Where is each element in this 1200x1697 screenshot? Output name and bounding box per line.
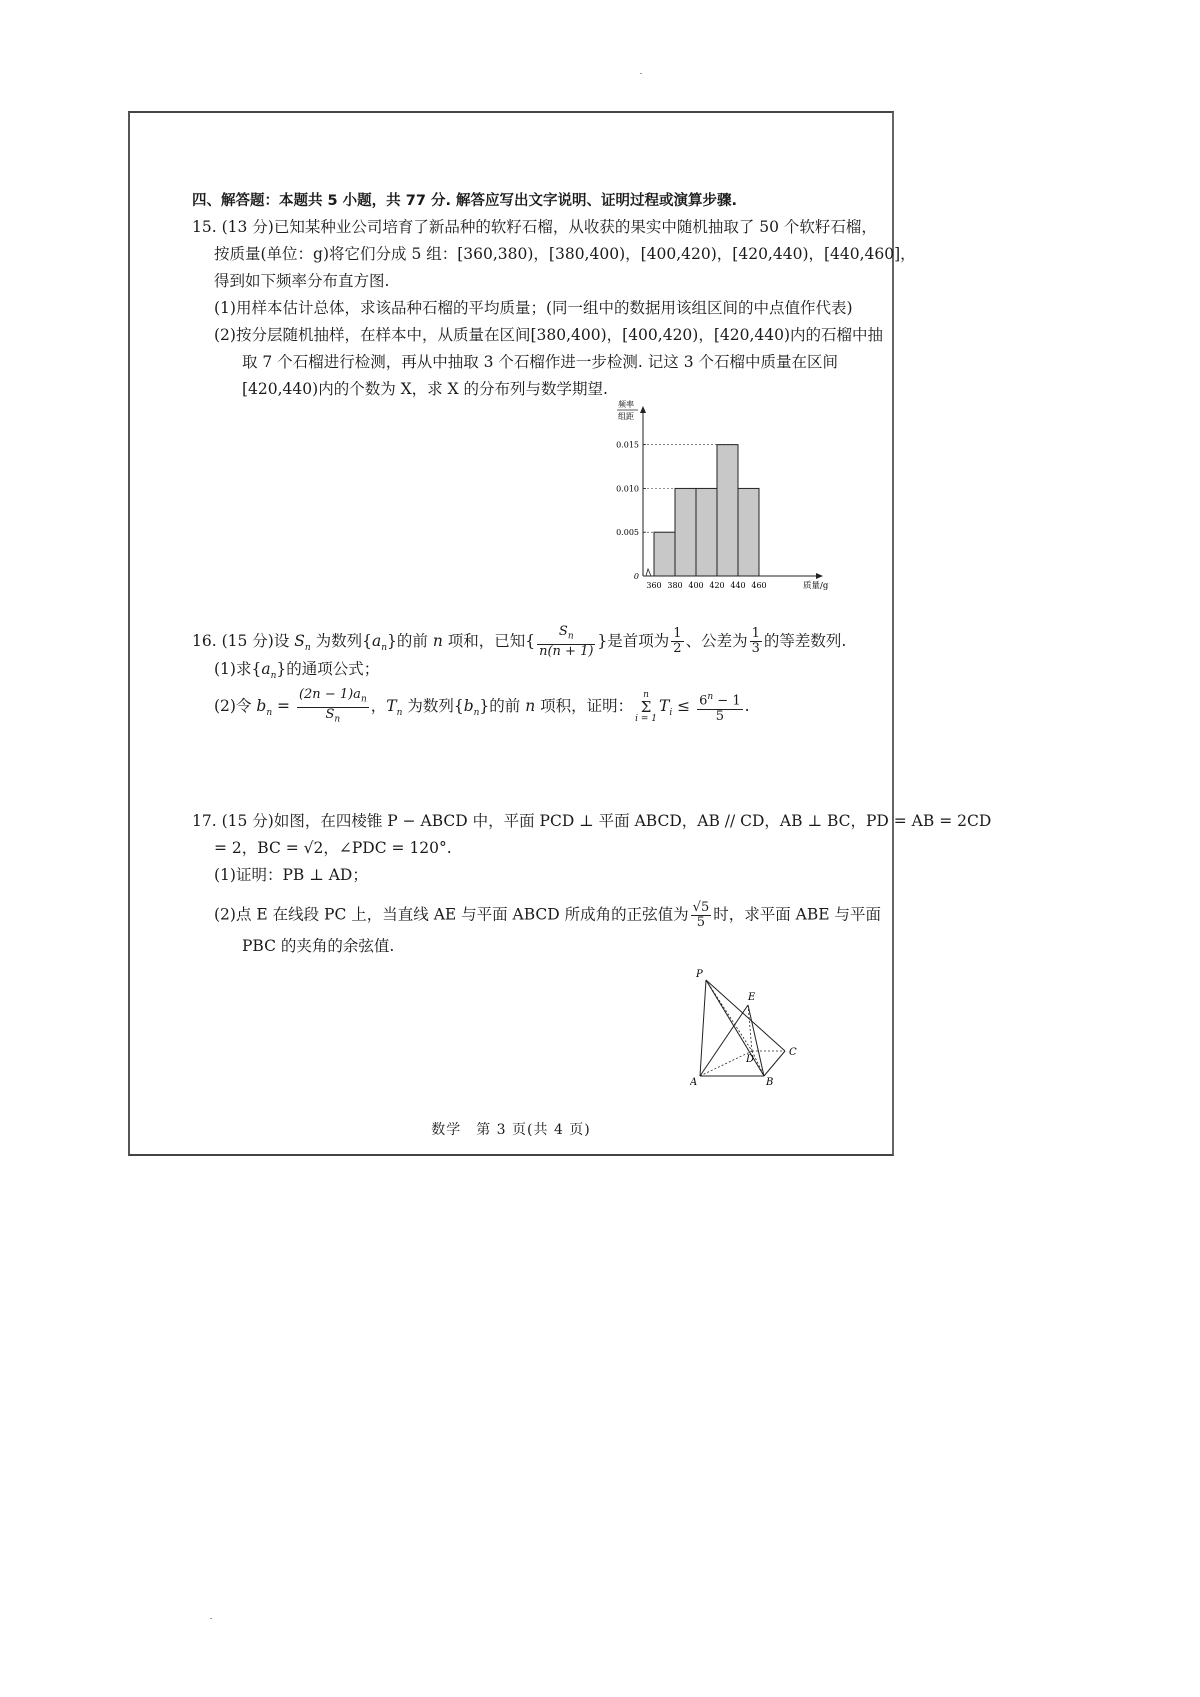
q16-T: T xyxy=(386,697,397,716)
frac-den: 5 xyxy=(715,708,724,724)
axis-break-mark xyxy=(646,569,651,576)
segment-AE xyxy=(700,1005,748,1076)
frac-den-sub: n xyxy=(334,714,341,725)
histogram-bar xyxy=(696,488,717,576)
q16-text: 项和，已知{ xyxy=(442,631,536,650)
q16-text: }的前 xyxy=(387,631,433,650)
q16-text: 为数列{ xyxy=(310,631,372,650)
x-tick-label: 360 xyxy=(646,581,662,590)
q15-line2: 按质量(单位：g)将它们分成 5 组：[360,380)，[380,400)，[400,420)，[420,440)，[440,460]， xyxy=(214,245,916,263)
exam-page xyxy=(128,111,992,1156)
frac-den: 2 xyxy=(673,641,682,657)
x-tick-label: 460 xyxy=(751,581,767,590)
frac-num-rest: − 1 xyxy=(713,693,741,709)
q16-frac-half xyxy=(671,627,683,656)
x-tick-label: 400 xyxy=(688,581,704,590)
q16-text: . xyxy=(744,697,750,716)
q16-Ti: T xyxy=(659,697,670,716)
q17-line1: 17. (15 分)如图，在四棱锥 P − ABCD 中，平面 PCD ⊥ 平面 ABCD，AB // CD，AB ⊥ BC，PD = AB = 2CD xyxy=(192,812,992,830)
q16-text: = xyxy=(272,697,295,716)
y-label-bottom: 组距 xyxy=(618,412,634,421)
sum-bottom: i = 1 xyxy=(635,713,658,724)
q16-part1 xyxy=(214,658,379,687)
q16-text: 16. (15 分)设 xyxy=(192,631,295,650)
q16-text: (2)令 xyxy=(214,697,257,716)
q16-text: }是首项为 xyxy=(597,631,670,650)
q16-text: ， xyxy=(370,697,387,716)
q16-n: n xyxy=(432,631,443,650)
q16-frac-bn xyxy=(297,688,369,726)
x-tick-label: 440 xyxy=(730,581,746,590)
frac-num-sup: n xyxy=(707,692,714,703)
q16-text: }的通项公式； xyxy=(276,660,380,678)
edge-AD-hidden xyxy=(700,1051,755,1076)
y-tick-label: 0.005 xyxy=(616,528,639,538)
q16-n: n xyxy=(525,697,536,716)
q16-text: (1)求{ xyxy=(214,660,262,678)
q16-sub-n: n xyxy=(304,642,311,653)
histogram-bar xyxy=(675,488,696,576)
frac-den: n(n + 1) xyxy=(539,643,594,659)
label-P: P xyxy=(696,969,703,980)
frac-num-sub: n xyxy=(360,694,367,705)
frequency-histogram xyxy=(610,396,850,600)
edge-BC xyxy=(764,1051,785,1076)
q16-sub-i: i xyxy=(669,708,673,719)
q17-text: 时，求平面 ABE 与平面 xyxy=(713,905,881,924)
label-E: E xyxy=(748,992,756,1003)
frac-num-6: 6 xyxy=(699,693,708,709)
q15-part2-line1: (2)按分层随机抽样，在样本中，从质量在区间[380,400)，[400,420)，[420,440)内的石榴中抽 xyxy=(214,326,884,344)
x-tick-label: 380 xyxy=(667,581,683,590)
q15-line1: 15. (13 分)已知某种业公司培育了新品种的软籽石榴，从收获的果实中随机抽取了 50 个软籽石榴， xyxy=(192,218,877,236)
label-C: C xyxy=(789,1047,797,1058)
histogram-bar xyxy=(738,488,759,576)
x-axis-arrow xyxy=(816,573,823,579)
frac-den: 3 xyxy=(751,641,760,657)
y-label-top: 频率 xyxy=(618,400,634,409)
q16-text: 的等差数列. xyxy=(763,631,847,650)
q16-line1 xyxy=(192,625,846,659)
frac-num: 1 xyxy=(673,626,682,642)
section-title: 四、解答题：本题共 5 小题，共 77 分. 解答应写出文字说明、证明过程或演算步骤. xyxy=(192,193,738,209)
x-tick-label: 420 xyxy=(709,581,725,590)
x-axis-label: 质量/g xyxy=(803,581,829,591)
histogram-bar xyxy=(717,445,738,576)
sum-top: n xyxy=(643,689,649,700)
q16-text: }的前 xyxy=(479,697,526,716)
frac-num: √5 xyxy=(692,900,710,915)
y-tick-label: 0 xyxy=(633,572,639,581)
q16-a: a xyxy=(371,631,382,650)
pyramid-diagram xyxy=(690,963,840,1088)
q16-a: a xyxy=(261,660,271,678)
frac-den: 5 xyxy=(696,915,706,930)
label-B: B xyxy=(766,1077,774,1088)
q17-part2 xyxy=(214,901,881,930)
label-D: D xyxy=(746,1054,755,1065)
scan-speck xyxy=(210,1618,212,1619)
q16-sub-n: n xyxy=(270,671,277,682)
y-tick-label: 0.015 xyxy=(616,440,639,450)
frac-num-sub: n xyxy=(567,631,574,642)
frac-num: (2n − 1)a xyxy=(298,687,361,702)
q17-line2: = 2，BC = √2，∠PDC = 120°. xyxy=(214,839,452,857)
q15-part2-line3: [420,440)内的个数为 X，求 X 的分布列与数学期望. xyxy=(242,380,608,398)
q15-part2-line2: 取 7 个石榴进行检测，再从中抽取 3 个石榴作进一步检测. 记这 3 个石榴中质量在区间 xyxy=(242,353,839,371)
q16-frac-third xyxy=(750,627,762,656)
edge-PA xyxy=(700,980,706,1076)
frac-num: 1 xyxy=(751,626,760,642)
histogram-bar xyxy=(654,532,675,576)
q16-sub-n: n xyxy=(381,642,388,653)
q15-line3: 得到如下频率分布直方图. xyxy=(214,272,390,290)
q16-sub-n: n xyxy=(473,708,480,719)
q15-part1: (1)用样本估计总体，求该品种石榴的平均质量；(同一组中的数据用该组区间的中点值作代表) xyxy=(214,299,853,317)
q16-S: S xyxy=(294,631,305,650)
label-A: A xyxy=(690,1077,698,1088)
q17-frac xyxy=(691,901,712,930)
q16-text: 项积，证明： xyxy=(535,697,634,716)
q16-sub-n: n xyxy=(396,708,403,719)
y-tick-label: 0.010 xyxy=(616,484,639,494)
q16-text: 、公差为 xyxy=(685,631,748,650)
q17-part2-line2: PBC 的夹角的余弦值. xyxy=(242,937,395,955)
q16-sub-n: n xyxy=(266,708,273,719)
frac-num-S: S xyxy=(558,624,568,639)
q16-b: b xyxy=(256,697,267,716)
summation xyxy=(635,691,657,724)
scan-speck xyxy=(640,73,642,74)
frac-den-S: S xyxy=(325,706,335,722)
q16-b: b xyxy=(463,697,474,716)
page-footer: 数学 第 3 页(共 4 页) xyxy=(431,1122,591,1138)
q16-part2 xyxy=(214,688,750,726)
q17-text: (2)点 E 在线段 PC 上，当直线 AE 与平面 ABCD 所成角的正弦值为 xyxy=(214,905,689,924)
q16-text: 为数列{ xyxy=(402,697,464,716)
q16-frac-6n xyxy=(697,690,743,723)
sum-sign: Σ xyxy=(640,697,652,716)
q16-leq: ≤ xyxy=(672,697,696,716)
y-axis-arrow xyxy=(640,406,646,413)
segment-BE xyxy=(748,1005,764,1076)
q16-frac-sn xyxy=(537,625,595,659)
q17-part1: (1)证明：PB ⊥ AD； xyxy=(214,866,368,884)
